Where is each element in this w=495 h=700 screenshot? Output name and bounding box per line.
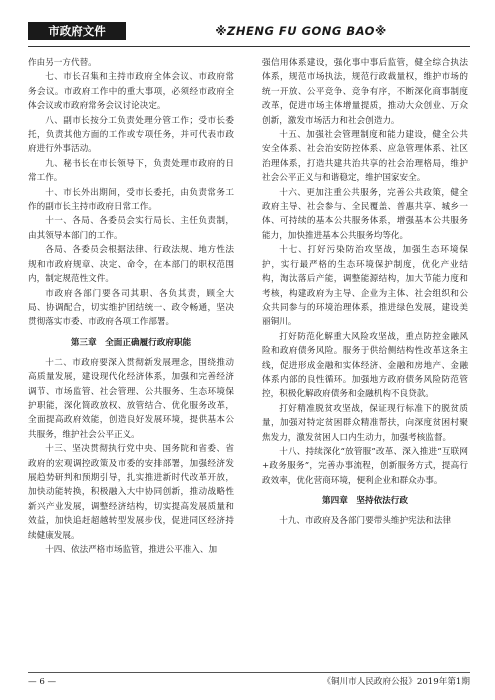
paragraph: 九、秘书长在市长领导下，负责处理市政府的日常工作。	[28, 158, 234, 184]
page-header	[28, 22, 470, 40]
paragraph: 市政府各部门要各司其职、各负其责，顾全大局、协调配合，切实维护团结统一、政令畅通，坚决贯彻落实市委、市政府各项工作部署。	[28, 288, 234, 328]
paragraph: 各局、各委员会根据法律、行政法规、地方性法规和市政府规章、决定、命令，在本部门的职权范围内，制定规范性文件。	[28, 245, 234, 285]
paragraph: 十、市长外出期间，受市长委托，由负责常务工作的副市长主持市政府日常工作。	[28, 187, 234, 213]
paragraph: 打好防范化解重大风险攻坚战，重点防控金融风险和政府债务风险。服务于供给侧结构性改革这条主线，促进形成金融和实体经济、金融和房地产、金融体系内部的良性循环。加强地方政府债务风险防范管控，积极化解政府债务和金融机构不良贷款。	[262, 331, 468, 400]
paragraph: 十一、各局、各委员会实行局长、主任负责制，由其领导本部门的工作。	[28, 216, 234, 241]
left-column	[28, 56, 234, 557]
paragraph: 十三、坚决贯彻执行党中央、国务院和省委、省政府的宏观调控政策及市委的安排部署，加强经济发展趋势研判和预期引导，扎实推进新时代改革开放，加快动能转换，积极融入大中协同创新，推动战略性新兴产业发展，调整经济结构，切实提高发展质量和效益，加快追赶超越转型发展步伐，促进同区经济持续健康发展。	[28, 444, 234, 541]
paragraph: 十八、持续深化“放管服”改革、深入推进“互联网+政务服务”，完善办事流程，创新服务方式，提高行政效率，优化营商环境，便利企业和群众办事。	[262, 446, 468, 486]
paragraph: 十六、更加注重公共服务，完善公共政策，健全政府主导、社会参与、全民覆盖、普惠共享、城乡一体、可持续的基本公共服务体系，增强基本公共服务能力，加快推进基本公共服务均等化。	[262, 187, 468, 241]
paragraph: 十二、市政府要深入贯彻新发展理念，围绕推动高质量发展，建设现代化经济体系，加强和完善经济调节、市场监管、社会管理、公共服务、生态环境保护职能，深化简政放权、放管结合、优化服务改革，全面提高政府效能，创造良好发展环境，提供基本公共服务，维护社会公平正义。	[28, 357, 234, 440]
publication-name: ※ZHENG FU GONG BAO※	[215, 24, 387, 38]
paragraph: 七、市长召集和主持市政府全体会议、市政府常务会议。市政府工作中的重大事项，必须经市政府全体会议或市政府常务会议讨论决定。	[28, 72, 234, 112]
paragraph: 十四、依法严格市场监管，推进公平准入、加	[45, 545, 218, 555]
footer-divider	[28, 672, 470, 673]
paragraph: 作由另一方代替。	[28, 58, 97, 68]
paragraph: 八、副市长按分工负责处理分管工作；受市长委托，负责其他方面的工作或专项任务，并可代表市政府进行外事活动。	[28, 115, 234, 155]
paragraph: 十九、市政府及各部门要带头维护宪法和法律	[279, 516, 452, 527]
journal-title: 《铜川市人民政府公报》2019年第1期	[322, 677, 470, 687]
paragraph: 打好精准脱贫攻坚战，保证现行标准下的脱贫质量，加强对特定贫困群众精准帮扶，向深度贫困村聚焦发力，激发贫困人口内生动力，加强考核监督。	[262, 403, 468, 443]
paragraph: 十七、打好污染防治攻坚战，加强生态环境保护，实行最严格的生态环境保护制度，优化产业结构，淘汰落后产能，调整能源结构，加大节能力度和考核，构建政府为主导、企业为主体、社会组织和公众共同参与的环境治理体系，推进绿色发展，建设美丽铜川。	[262, 245, 468, 328]
paragraph: 强信用体系建设，强化事中事后监管，健全综合执法体系，规范市场执法，规范行政裁量权，维护市场的统一开放、公平竞争、竞争有序，不断深化商事制度改革，促进市场主体增量提质，推动大众创业、万众创新，激发市场活力和社会创造力。	[262, 58, 468, 126]
page-number: — 6 —	[28, 677, 57, 687]
paragraph: 十五、加强社会管理制度和能力建设，健全公共安全体系、社会治安防控体系、应急管理体系、社区治理体系，打造共建共治共享的社会治理格局，维护社会公平正义与和谐稳定，维护国家安全。	[262, 130, 468, 184]
header-divider	[28, 46, 470, 47]
chapter-heading: 第三章 全面正确履行政府职能	[70, 337, 192, 348]
right-column	[262, 56, 468, 529]
section-label: 市政府文件	[28, 22, 126, 40]
chapter-heading: 第四章 坚持依法行政	[322, 496, 408, 507]
